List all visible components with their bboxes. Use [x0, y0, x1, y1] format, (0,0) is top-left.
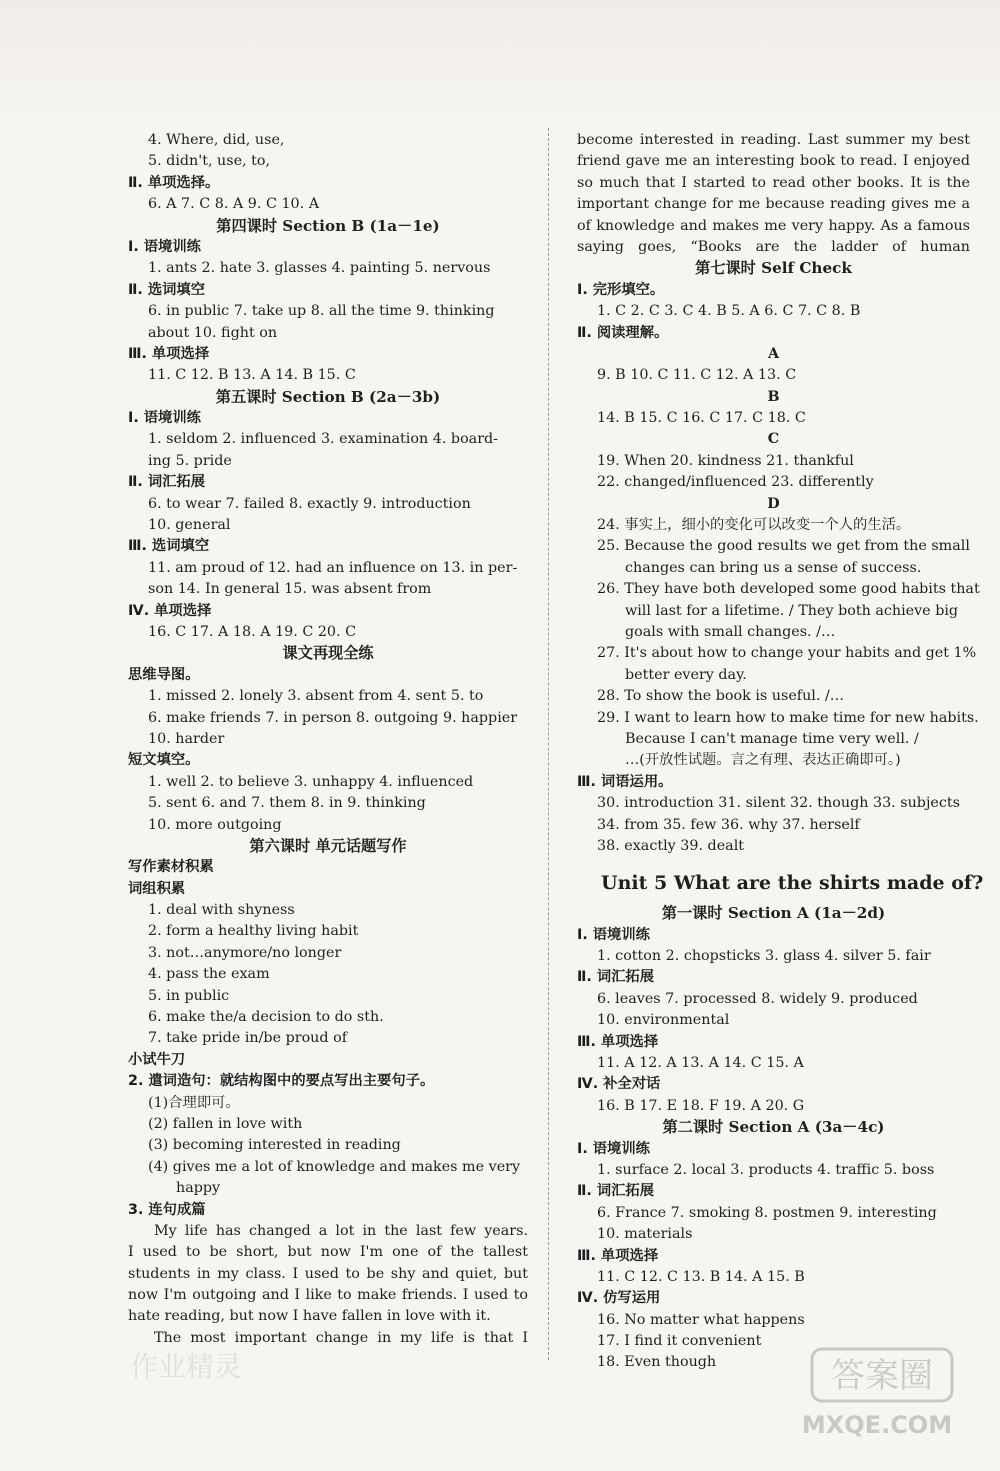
section-label: Ⅰ. 语境训练	[128, 410, 201, 427]
unit-title: Unit 5 What are the shirts made of?	[601, 872, 984, 895]
lesson-heading: 第六课时 单元话题写作	[249, 836, 407, 855]
section-label: Ⅱ. 阅读理解。	[577, 324, 669, 341]
section-label: Ⅱ. 单项选择。	[128, 174, 220, 191]
lesson-heading: 第四课时 Section B (1a－1e)	[216, 216, 440, 235]
section-label: Ⅱ. 词汇拓展	[128, 474, 206, 491]
essay-line: The most important change in my life is that I	[154, 1329, 528, 1346]
brand-stamp-text: 作业精灵	[130, 1350, 243, 1383]
answer-line: 19. When 20. kindness 21. thankful	[597, 452, 854, 469]
answer-line: 1. ants 2. hate 3. glasses 4. painting 5. nervous	[148, 260, 491, 277]
answer-line: 11. A 12. A 13. A 14. C 15. A	[597, 1055, 804, 1072]
answer-line: 6. make the/a decision to do sth.	[148, 1009, 384, 1026]
section-label: 3. 连句成篇	[128, 1201, 206, 1218]
answer-line: 9. B 10. C 11. C 12. A 13. C	[597, 367, 797, 384]
answer-line: 17. I find it convenient	[597, 1333, 762, 1350]
lesson-heading: 课文再现全练	[282, 644, 374, 663]
watermark-label: MXQE.COM	[801, 1411, 953, 1439]
section-label: Ⅰ. 语境训练	[128, 238, 201, 255]
answer-line: 3. not…anymore/no longer	[148, 944, 342, 961]
answer-line: 6. France 7. smoking 8. postmen 9. interesting	[597, 1204, 937, 1221]
answer-line: 14. B 15. C 16. C 17. C 18. C	[597, 410, 806, 427]
brand-stamp-watermark	[130, 1346, 280, 1386]
answer-continuation: Because I can't manage time very well. /	[625, 730, 919, 747]
lesson-heading: 第一课时 Section A (1a－2d)	[661, 904, 886, 923]
essay-line: important change for me because reading gives me a	[577, 196, 970, 213]
essay-line: saying goes, “Books are the ladder of human	[577, 238, 970, 255]
lesson-heading: 第五课时 Section B (2a－3b)	[215, 387, 441, 406]
answer-line: 16. C 17. A 18. A 19. C 20. C	[148, 623, 357, 640]
section-label: 思维导图。	[128, 666, 200, 683]
essay-line: now I'm outgoing and I like to make friends. I used to	[128, 1287, 528, 1304]
answer-continuation: about 10. fight on	[148, 324, 278, 341]
section-label: Ⅲ. 单项选择	[128, 345, 210, 362]
section-label: Ⅲ. 单项选择	[577, 1247, 659, 1264]
answer-line: 24. 事实上，细小的变化可以改变一个人的生活。	[597, 517, 911, 534]
section-label: 短文填空。	[128, 752, 200, 769]
answer-line: 16. B 17. E 18. F 19. A 20. G	[597, 1097, 805, 1114]
answer-line: (4) gives me a lot of knowledge and makes me very	[148, 1158, 521, 1175]
section-label: 词组积累	[128, 880, 186, 897]
answer-line: 1. C 2. C 3. C 4. B 5. A 6. C 7. C 8. B	[597, 303, 861, 320]
answer-line: 1. cotton 2. chopsticks 3. glass 4. silver 5. fair	[597, 948, 931, 965]
answer-line: 6. make friends 7. in person 8. outgoing 9. happier	[148, 709, 518, 726]
essay-line: of knowledge and makes me very happy. As a famous	[577, 217, 970, 234]
answer-line: 1. surface 2. local 3. products 4. traffic 5. boss	[597, 1161, 935, 1178]
answer-line: 11. C 12. B 13. A 14. B 15. C	[148, 367, 356, 384]
essay-line: hate reading, but now I have fallen in love with it.	[128, 1308, 491, 1325]
site-watermark	[772, 1341, 982, 1441]
lesson-heading: 第七课时 Self Check	[695, 259, 852, 278]
section-label: Ⅰ. 语境训练	[577, 1140, 650, 1157]
answer-line: 7. take pride in/be proud of	[148, 1030, 347, 1047]
answer-line: (2) fallen in love with	[148, 1115, 303, 1132]
answer-line: 11. C 12. C 13. B 14. A 15. B	[597, 1268, 805, 1285]
answer-line: 11. am proud of 12. had an influence on 13. in per-	[148, 559, 518, 576]
section-label: Ⅲ. 单项选择	[577, 1033, 659, 1050]
left-column	[128, 130, 528, 1349]
answer-line: 6. A 7. C 8. A 9. C 10. A	[148, 196, 320, 213]
passage-label: A	[767, 345, 780, 362]
section-label: Ⅱ. 词汇拓展	[577, 1183, 655, 1200]
answer-line: 16. No matter what happens	[597, 1311, 805, 1328]
answer-line: 2. form a healthy living habit	[148, 923, 359, 940]
answer-line: 1. well 2. to believe 3. unhappy 4. influenced	[148, 773, 474, 790]
section-label: 写作素材积累	[128, 859, 214, 876]
essay-line: so much that I started to read other books. It is the	[577, 174, 970, 191]
answer-line: 25. Because the good results we get from the small	[597, 538, 970, 555]
right-column	[577, 130, 984, 1374]
answer-line: 5. in public	[148, 987, 230, 1004]
scan-top-band	[0, 0, 1000, 110]
answer-line: 18. Even though	[597, 1354, 717, 1371]
answer-line: 1. seldom 2. influenced 3. examination 4. board-	[148, 431, 499, 448]
essay-line: students in my class. I used to be shy and quiet, but	[128, 1265, 528, 1282]
answer-line: 6. to wear 7. failed 8. exactly 9. introduction	[148, 495, 471, 512]
answer-line: 10. harder	[148, 730, 225, 747]
answer-line: 34. from 35. few 36. why 37. herself	[597, 816, 860, 833]
section-label: 小试牛刀	[128, 1051, 186, 1068]
answer-continuation: will last for a lifetime. / They both achieve big	[625, 602, 959, 619]
essay-line: become interested in reading. Last summer my best	[577, 132, 970, 148]
answer-line: 26. They have both developed some good habits that	[597, 581, 980, 598]
answer-line: 4. pass the exam	[148, 966, 270, 983]
section-label: Ⅰ. 完形填空。	[577, 281, 665, 298]
answer-line: 6. leaves 7. processed 8. widely 9. produced	[597, 990, 918, 1007]
section-label: Ⅳ. 仿写运用	[577, 1290, 661, 1307]
section-label: 2. 遣词造句：就结构图中的要点写出主要句子。	[128, 1073, 435, 1090]
answer-line: 1. deal with shyness	[148, 902, 295, 919]
svg-text:答案圈: 答案圈	[831, 1356, 933, 1396]
section-label: Ⅱ. 选词填空	[128, 281, 206, 298]
answer-line: 38. exactly 39. dealt	[597, 837, 745, 854]
essay-line: I used to be short, but now I'm one of the tallest	[128, 1244, 528, 1261]
answer-line: (1)合理即可。	[148, 1094, 240, 1111]
answer-continuation: changes can bring us a sense of success.	[625, 559, 922, 576]
answer-line: 6. in public 7. take up 8. all the time 9. thinking	[148, 303, 495, 320]
answer-line: 10. environmental	[597, 1012, 730, 1029]
answer-line: 22. changed/influenced 23. differently	[597, 474, 874, 491]
answer-continuation: son 14. In general 15. was absent from	[148, 581, 432, 598]
answer-continuation: goals with small changes. /…	[625, 623, 836, 640]
section-label: Ⅲ. 选词填空	[128, 538, 210, 555]
passage-label: D	[767, 495, 780, 512]
essay-line: friend gave me an interesting book to read. I enjoyed	[577, 153, 970, 170]
answer-continuation: better every day.	[625, 666, 747, 683]
section-label: Ⅰ. 语境训练	[577, 926, 650, 943]
answer-line: 1. missed 2. lonely 3. absent from 4. sent 5. to	[148, 688, 484, 705]
answer-line: 5. didn't, use, to,	[148, 153, 271, 170]
answer-line: 30. introduction 31. silent 32. though 33. subjects	[597, 795, 960, 812]
answer-continuation: ing 5. pride	[148, 452, 232, 469]
answer-line: 27. It's about how to change your habits and get 1%	[597, 645, 977, 662]
section-label: Ⅳ. 补全对话	[577, 1076, 661, 1093]
section-label: Ⅳ. 单项选择	[128, 602, 212, 619]
section-label: Ⅱ. 词汇拓展	[577, 969, 655, 986]
passage-label: C	[767, 431, 780, 448]
essay-line: My life has changed a lot in the last few years.	[154, 1222, 528, 1239]
watermark-logo-icon	[812, 1349, 952, 1401]
answer-line: 10. materials	[597, 1226, 693, 1243]
lesson-heading: 第二课时 Section A (3a－4c)	[662, 1118, 885, 1137]
answer-line: 29. I want to learn how to make time for new habits.	[597, 709, 979, 726]
section-label: Ⅲ. 词语运用。	[577, 773, 673, 790]
answer-continuation: happy	[176, 1180, 221, 1197]
answer-continuation: …(开放性试题。言之有理、表达正确即可。)	[625, 752, 901, 769]
passage-label: B	[767, 388, 780, 405]
answer-line: 10. more outgoing	[148, 816, 282, 833]
answer-line: 28. To show the book is useful. /…	[597, 688, 845, 705]
answer-line: 4. Where, did, use,	[148, 132, 285, 148]
column-divider	[548, 128, 549, 1360]
answer-line: (3) becoming interested in reading	[148, 1137, 401, 1154]
answer-line: 10. general	[148, 517, 231, 534]
answer-line: 5. sent 6. and 7. them 8. in 9. thinking	[148, 795, 426, 812]
